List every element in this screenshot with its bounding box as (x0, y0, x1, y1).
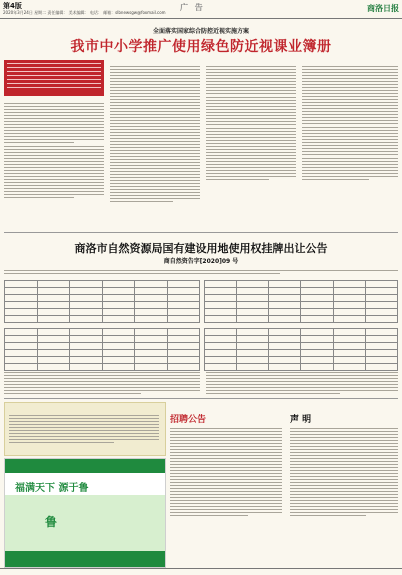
masthead (0, 0, 402, 19)
notice-terms-right (206, 370, 398, 394)
statement-body (290, 426, 398, 516)
parcel-table-4 (204, 328, 398, 371)
notice-headline: 商洛市自然资源局国有建设用地使用权挂牌出让公告 (74, 242, 328, 255)
notice-intro (4, 268, 398, 274)
liquor-advertisement (4, 458, 166, 568)
article-column-2 (110, 64, 200, 202)
ad-footer-band (5, 551, 165, 567)
footer-bar (0, 568, 402, 575)
article-column-4 (302, 64, 398, 180)
section-divider (4, 232, 398, 233)
parcel-table-3 (4, 328, 200, 371)
ad-slogan: 福满天下 源于鲁 (15, 483, 89, 494)
section-divider-2 (4, 398, 398, 399)
article-supertitle: 全面落实国家综合防控近视实施方案 (152, 28, 249, 35)
ad-top-band (5, 459, 165, 473)
recruitment-title: 招聘公告 (170, 415, 207, 425)
recruitment-body (170, 426, 282, 516)
notice-box (4, 402, 166, 456)
ad-brand: 鲁 (45, 515, 58, 529)
lead-summary-box (4, 60, 104, 96)
parcel-table-1 (4, 280, 200, 323)
article-column-1 (4, 100, 104, 198)
statement-title: 声 明 (290, 415, 312, 425)
article-column-3 (206, 64, 296, 180)
article-headline: 我市中小学推广使用绿色防近视课业簿册 (70, 39, 332, 55)
notice-terms-left (4, 370, 200, 394)
notice-subtitle: 商自然资告字[2020]09 号 (163, 258, 239, 265)
newspaper-logo: 商洛日报 (367, 3, 399, 13)
masthead-subline: 2020年3月24日 星期二 责任编辑： 美术编辑： 电话： 邮箱：slbnewsgw@foxmail.com (3, 10, 166, 15)
ad-image-area (5, 495, 165, 551)
section-name: 广 告 (180, 2, 205, 12)
page-label: 第4版 (3, 2, 22, 10)
parcel-table-2 (204, 280, 398, 323)
